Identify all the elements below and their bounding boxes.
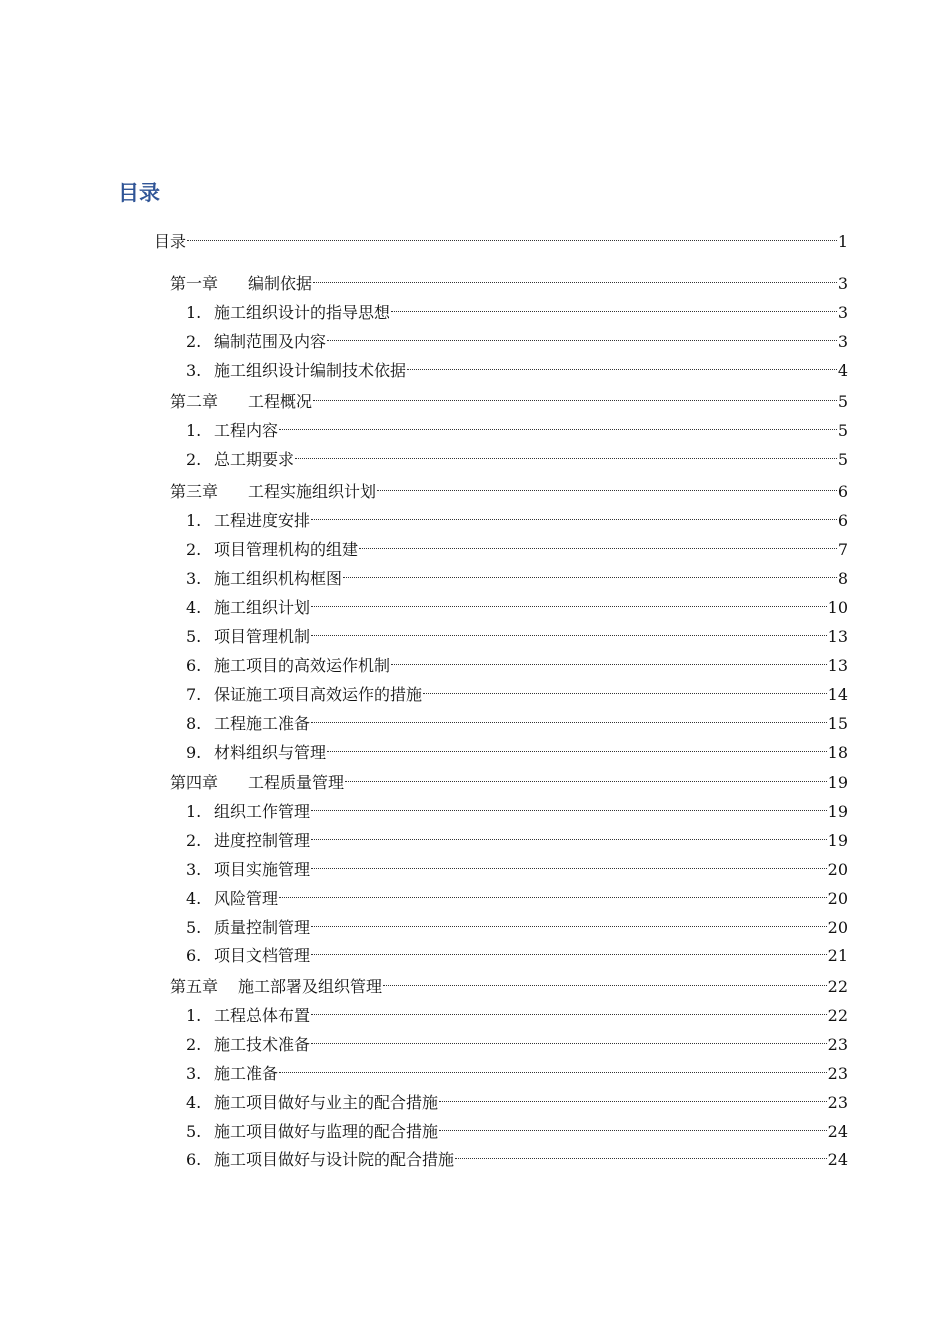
toc-section-entry[interactable] [186, 793, 848, 821]
toc-page-number: 5 [837, 450, 848, 469]
toc-entry-title: 目录 [154, 232, 187, 251]
toc-page-number: 7 [837, 540, 848, 559]
toc-section-entry[interactable] [186, 909, 848, 937]
toc-dot-leader [311, 851, 827, 875]
toc-page-number: 24 [827, 1122, 848, 1141]
toc-page-number: 20 [827, 889, 848, 908]
toc-page-number: 3 [837, 332, 848, 351]
toc-section-entry[interactable] [186, 412, 848, 440]
toc-entry-title: 工程总体布置 [214, 1006, 311, 1025]
toc-page-number: 1 [837, 232, 848, 251]
toc-chapter-number: 第一章 [170, 274, 219, 293]
toc-entry-number: 2. [186, 831, 202, 850]
toc-dot-leader [377, 473, 837, 497]
toc-dot-leader [311, 1026, 827, 1050]
toc-page-number: 13 [827, 627, 848, 646]
toc-dot-leader [311, 618, 827, 642]
toc-page-number: 6 [837, 511, 848, 530]
toc-page-number: 4 [837, 361, 848, 380]
toc-page-number: 8 [837, 569, 848, 588]
toc-page-number: 10 [827, 598, 848, 617]
toc-entry-number: 3. [186, 860, 202, 879]
toc-chapter-entry[interactable] [170, 473, 848, 501]
toc-entry-number: 6. [186, 1150, 202, 1169]
toc-page-number: 23 [827, 1035, 848, 1054]
toc-dot-leader [311, 997, 827, 1021]
toc-entry-title: 施工准备 [214, 1064, 279, 1083]
toc-page-number: 15 [827, 714, 848, 733]
toc-dot-leader [423, 676, 827, 700]
toc-entry-title: 施工组织机构框图 [214, 569, 343, 588]
toc-entry-number: 1. [186, 1006, 202, 1025]
toc-entry-number: 6. [186, 656, 202, 675]
toc-heading: 目录 [118, 181, 160, 205]
toc-entry[interactable] [154, 223, 848, 251]
toc-dot-leader [327, 734, 827, 758]
toc-page-number: 22 [827, 1006, 848, 1025]
toc-entry-title: 进度控制管理 [214, 831, 311, 850]
toc-dot-leader [345, 764, 827, 788]
toc-section-entry[interactable] [186, 352, 848, 380]
toc-entry-title: 施工部署及组织管理 [238, 977, 383, 996]
toc-dot-leader [311, 705, 827, 729]
toc-page-number: 13 [827, 656, 848, 675]
toc-entry-title: 施工项目的高效运作机制 [214, 656, 391, 675]
toc-dot-leader [295, 441, 837, 465]
toc-entry-title: 总工期要求 [214, 450, 295, 469]
toc-dot-leader [311, 502, 837, 526]
toc-entry-title: 风险管理 [214, 889, 279, 908]
toc-page-number: 19 [827, 831, 848, 850]
toc-entry-title: 施工技术准备 [214, 1035, 311, 1054]
toc-section-entry[interactable] [186, 1055, 848, 1083]
toc-dot-leader [391, 647, 827, 671]
toc-page-number: 14 [827, 685, 848, 704]
toc-section-entry[interactable] [186, 1084, 848, 1112]
toc-chapter-number: 第三章 [170, 482, 219, 501]
toc-dot-leader [311, 937, 827, 961]
toc-chapter-entry[interactable] [170, 764, 848, 792]
toc-entry-title: 项目管理机制 [214, 627, 311, 646]
toc-entry-number: 4. [186, 1093, 202, 1112]
toc-dot-leader [311, 822, 827, 846]
toc-entry-number: 3. [186, 361, 202, 380]
toc-entry-number: 2. [186, 1035, 202, 1054]
toc-dot-leader [313, 383, 837, 407]
toc-entry-title: 工程内容 [214, 421, 279, 440]
toc-section-entry[interactable] [186, 1026, 848, 1054]
toc-dot-leader [311, 793, 827, 817]
toc-entry-title: 项目文档管理 [214, 946, 311, 965]
toc-page-number: 3 [837, 274, 848, 293]
toc-entry-title: 项目管理机构的组建 [214, 540, 359, 559]
toc-entry-number: 2. [186, 540, 202, 559]
toc-entry-title: 保证施工项目高效运作的措施 [214, 685, 423, 704]
toc-page-number: 20 [827, 860, 848, 879]
toc-entry-title: 施工项目做好与监理的配合措施 [214, 1122, 439, 1141]
toc-section-entry[interactable] [186, 676, 848, 704]
toc-page-number: 20 [827, 918, 848, 937]
toc-dot-leader [407, 352, 837, 376]
toc-entry-title: 施工组织设计编制技术依据 [214, 361, 407, 380]
toc-dot-leader [279, 1055, 827, 1079]
toc-page-number: 23 [827, 1064, 848, 1083]
toc-section-entry[interactable] [186, 589, 848, 617]
toc-dot-leader [391, 294, 837, 318]
toc-entry-title: 项目实施管理 [214, 860, 311, 879]
toc-entry-title: 工程质量管理 [248, 773, 345, 792]
toc-entry-title: 施工组织计划 [214, 598, 311, 617]
toc-section-entry[interactable] [186, 937, 848, 965]
toc-entry-title: 材料组织与管理 [214, 743, 327, 762]
toc-entry-title: 施工项目做好与设计院的配合措施 [214, 1150, 455, 1169]
toc-entry-number: 1. [186, 421, 202, 440]
toc-entry-number: 5. [186, 627, 202, 646]
toc-entry-title: 工程进度安排 [214, 511, 311, 530]
toc-section-entry[interactable] [186, 1141, 848, 1169]
toc-page-number: 22 [827, 977, 848, 996]
toc-chapter-number: 第四章 [170, 773, 219, 792]
toc-dot-leader [187, 223, 837, 247]
toc-page-number: 19 [827, 802, 848, 821]
toc-entry-number: 2. [186, 332, 202, 351]
toc-entry-title: 编制范围及内容 [214, 332, 327, 351]
toc-entry-number: 4. [186, 598, 202, 617]
toc-section-entry[interactable] [186, 618, 848, 646]
toc-section-entry[interactable] [186, 647, 848, 675]
toc-section-entry[interactable] [186, 997, 848, 1025]
toc-page-number: 21 [827, 946, 848, 965]
toc-chapter-entry[interactable] [170, 968, 848, 996]
toc-entry-number: 5. [186, 918, 202, 937]
toc-page-number: 23 [827, 1093, 848, 1112]
toc-section-entry[interactable] [186, 323, 848, 351]
toc-section-entry[interactable] [186, 502, 848, 530]
toc-page-number: 3 [837, 303, 848, 322]
toc-dot-leader [455, 1141, 827, 1165]
toc-section-entry[interactable] [186, 1113, 848, 1141]
toc-entry-title: 编制依据 [248, 274, 313, 293]
toc-entry-title: 工程实施组织计划 [248, 482, 377, 501]
toc-entry-title: 质量控制管理 [214, 918, 311, 937]
toc-entry-title: 工程概况 [248, 392, 313, 411]
toc-section-entry[interactable] [186, 705, 848, 733]
toc-dot-leader [279, 412, 837, 436]
toc-dot-leader [313, 265, 837, 289]
toc-entry-number: 3. [186, 569, 202, 588]
toc-section-entry[interactable] [186, 441, 848, 469]
toc-entry-number: 1. [186, 511, 202, 530]
toc-entry-title: 工程施工准备 [214, 714, 311, 733]
toc-dot-leader [439, 1084, 827, 1108]
toc-entry-number: 6. [186, 946, 202, 965]
toc-entry-title: 施工组织设计的指导思想 [214, 303, 391, 322]
toc-entry-number: 8. [186, 714, 202, 733]
toc-dot-leader [383, 968, 827, 992]
toc-page-number: 19 [827, 773, 848, 792]
toc-section-entry[interactable] [186, 294, 848, 322]
toc-entry-number: 3. [186, 1064, 202, 1083]
toc-page-number: 18 [827, 743, 848, 762]
toc-entry-number: 1. [186, 802, 202, 821]
toc-section-entry[interactable] [186, 531, 848, 559]
toc-chapter-number: 第二章 [170, 392, 219, 411]
toc-entry-title: 施工项目做好与业主的配合措施 [214, 1093, 439, 1112]
toc-section-entry[interactable] [186, 822, 848, 850]
toc-entry-number: 2. [186, 450, 202, 469]
toc-chapter-entry[interactable] [170, 383, 848, 411]
toc-dot-leader [343, 560, 837, 584]
toc-entry-title: 组织工作管理 [214, 802, 311, 821]
toc-page-number: 6 [837, 482, 848, 501]
toc-entry-number: 1. [186, 303, 202, 322]
toc-dot-leader [311, 589, 827, 613]
toc-entry-number: 5. [186, 1122, 202, 1141]
toc-section-entry[interactable] [186, 880, 848, 908]
toc-dot-leader [311, 909, 827, 933]
toc-entry-number: 4. [186, 889, 202, 908]
toc-dot-leader [359, 531, 837, 555]
toc-chapter-entry[interactable] [170, 265, 848, 293]
toc-dot-leader [279, 880, 827, 904]
toc-page-number: 5 [837, 392, 848, 411]
toc-section-entry[interactable] [186, 560, 848, 588]
toc-chapter-number: 第五章 [170, 977, 219, 996]
toc-page-number: 24 [827, 1150, 848, 1169]
toc-entry-number: 7. [186, 685, 202, 704]
toc-dot-leader [439, 1113, 827, 1137]
toc-section-entry[interactable] [186, 734, 848, 762]
toc-section-entry[interactable] [186, 851, 848, 879]
toc-dot-leader [327, 323, 837, 347]
toc-page-number: 5 [837, 421, 848, 440]
toc-entry-number: 9. [186, 743, 202, 762]
